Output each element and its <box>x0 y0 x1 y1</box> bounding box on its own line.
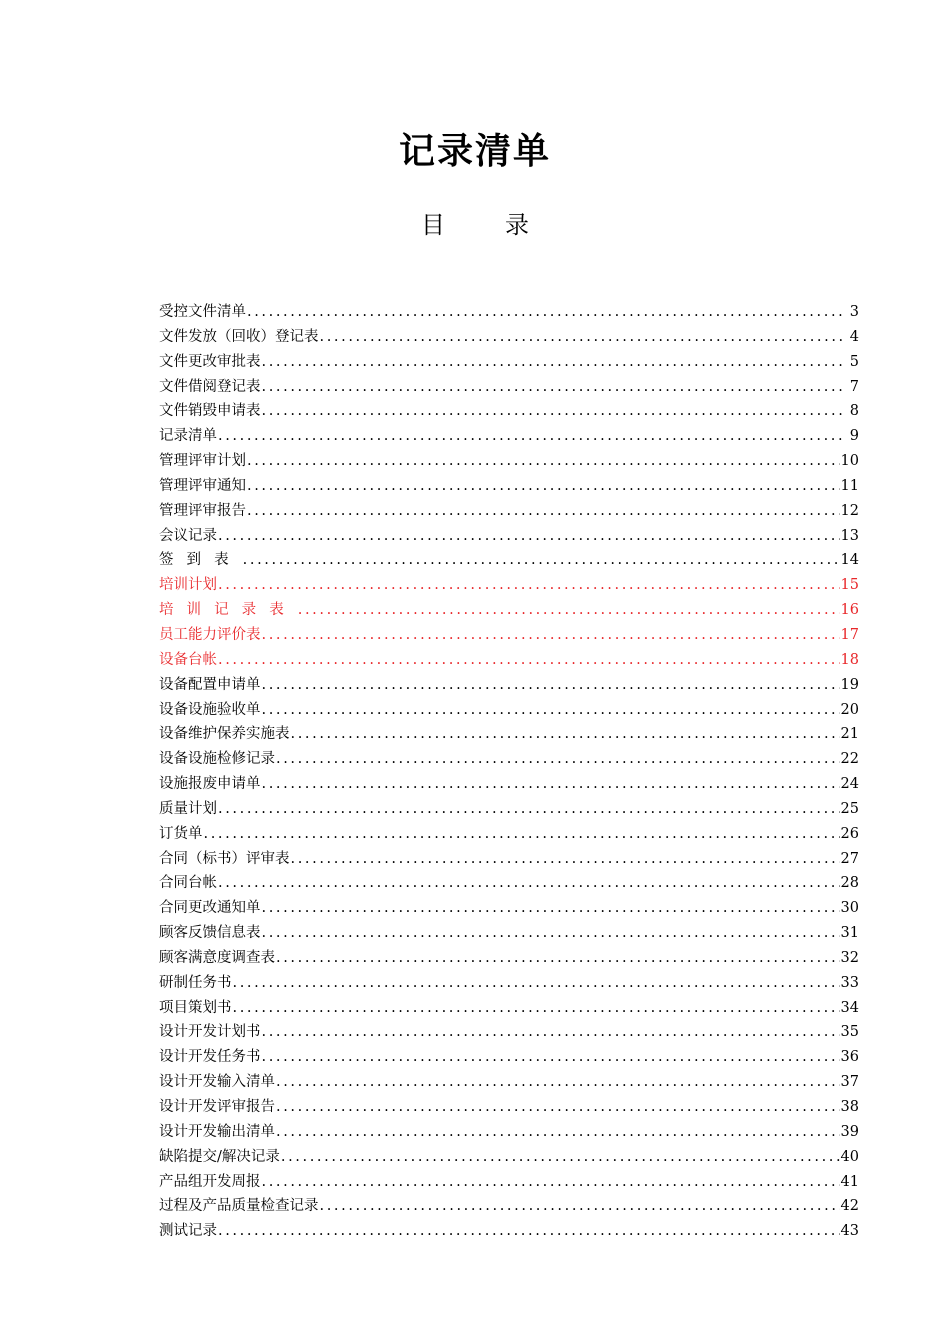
toc-entry-label: 文件销毁申请表 <box>159 403 261 420</box>
toc-entry-label: 设备配置申请单 <box>159 676 261 693</box>
toc-entry-page-number: 10 <box>840 453 859 470</box>
toc-entry-label: 设备台帐 <box>159 651 217 668</box>
toc-entry[interactable] <box>159 1219 859 1244</box>
toc-entry[interactable] <box>159 350 859 375</box>
toc-entry[interactable] <box>159 722 859 747</box>
toc-entry[interactable] <box>159 1120 859 1145</box>
toc-entry-label: 文件发放（回收）登记表 <box>159 328 319 345</box>
toc-entry[interactable] <box>159 797 859 822</box>
table-of-contents <box>159 300 859 1244</box>
toc-entry-page-number: 28 <box>840 875 859 892</box>
toc-entry-page-number: 5 <box>849 353 859 370</box>
toc-entry[interactable] <box>159 847 859 872</box>
toc-entry-label: 顾客满意度调查表 <box>159 949 275 966</box>
toc-entry[interactable] <box>159 1020 859 1045</box>
toc-dot-leader <box>247 449 840 474</box>
toc-entry-label: 项目策划书 <box>159 999 232 1016</box>
toc-dot-leader <box>218 648 840 673</box>
toc-dot-leader <box>291 847 840 872</box>
toc-entry-page-number: 13 <box>840 527 859 544</box>
toc-entry-label: 管理评审报告 <box>159 502 246 519</box>
toc-entry[interactable] <box>159 871 859 896</box>
toc-entry-page-number: 17 <box>840 626 859 643</box>
toc-dot-leader <box>218 797 840 822</box>
toc-dot-leader <box>218 424 842 449</box>
toc-entry-page-number: 27 <box>840 850 859 867</box>
toc-dot-leader <box>262 921 840 946</box>
toc-dot-leader <box>247 474 840 499</box>
toc-entry-label: 设备设施检修记录 <box>159 751 275 768</box>
document-title: 记录清单 <box>398 131 551 173</box>
toc-entry-label: 设计开发计划书 <box>159 1024 261 1041</box>
toc-entry[interactable] <box>159 1170 859 1195</box>
toc-entry-page-number: 21 <box>840 726 859 743</box>
toc-entry-page-number: 18 <box>840 651 859 668</box>
toc-dot-leader <box>320 325 843 350</box>
toc-heading <box>0 208 950 242</box>
toc-entry-label: 合同更改通知单 <box>159 900 261 917</box>
toc-entry[interactable] <box>159 772 859 797</box>
toc-entry[interactable] <box>159 822 859 847</box>
toc-entry-label: 管理评审计划 <box>159 453 246 470</box>
toc-dot-leader <box>298 598 840 623</box>
toc-entry-page-number: 7 <box>849 378 859 395</box>
toc-entry-label: 合同（标书）评审表 <box>159 850 290 867</box>
toc-dot-leader <box>218 1219 840 1244</box>
toc-entry-label: 缺陷提交/解决记录 <box>159 1148 280 1165</box>
toc-entry-page-number: 8 <box>849 403 859 420</box>
toc-entry[interactable] <box>159 573 859 598</box>
toc-dot-leader <box>262 1020 840 1045</box>
toc-entry[interactable] <box>159 375 859 400</box>
toc-entry[interactable] <box>159 921 859 946</box>
toc-entry-page-number: 11 <box>840 477 859 494</box>
toc-entry-page-number: 33 <box>840 974 859 991</box>
toc-entry-page-number: 32 <box>840 949 859 966</box>
toc-entry[interactable] <box>159 449 859 474</box>
toc-entry-label: 文件更改审批表 <box>159 353 261 370</box>
toc-dot-leader <box>262 623 840 648</box>
toc-entry[interactable] <box>159 548 859 573</box>
toc-entry-label: 订货单 <box>159 825 203 842</box>
toc-dot-leader <box>233 996 840 1021</box>
toc-entry-page-number: 14 <box>840 552 859 569</box>
toc-entry-label: 设计开发任务书 <box>159 1049 261 1066</box>
toc-entry[interactable] <box>159 1070 859 1095</box>
toc-entry[interactable] <box>159 499 859 524</box>
toc-entry[interactable] <box>159 623 859 648</box>
toc-dot-leader <box>276 1070 840 1095</box>
toc-dot-leader <box>262 698 840 723</box>
toc-entry[interactable] <box>159 1145 859 1170</box>
toc-dot-leader <box>262 896 840 921</box>
toc-dot-leader <box>262 673 840 698</box>
toc-entry-page-number: 20 <box>840 701 859 718</box>
toc-entry-page-number: 25 <box>840 800 859 817</box>
toc-entry-page-number: 39 <box>840 1123 859 1140</box>
toc-entry[interactable] <box>159 996 859 1021</box>
toc-dot-leader <box>218 573 840 598</box>
toc-entry-page-number: 37 <box>840 1074 859 1091</box>
toc-entry-label: 设备维护保养实施表 <box>159 726 290 743</box>
toc-entry-page-number: 3 <box>849 304 859 320</box>
toc-dot-leader <box>218 871 840 896</box>
toc-entry[interactable] <box>159 648 859 673</box>
toc-entry[interactable] <box>159 747 859 772</box>
toc-entry-page-number: 40 <box>840 1148 859 1165</box>
toc-entry-label: 顾客反馈信息表 <box>159 925 261 942</box>
toc-entry-page-number: 34 <box>840 999 859 1016</box>
toc-entry[interactable] <box>159 424 859 449</box>
toc-entry-page-number: 41 <box>840 1173 859 1190</box>
toc-dot-leader <box>204 822 840 847</box>
toc-dot-leader <box>276 1120 840 1145</box>
toc-entry-label: 质量计划 <box>159 800 217 817</box>
toc-dot-leader <box>262 375 843 400</box>
toc-dot-leader <box>233 971 840 996</box>
toc-entry-label: 研制任务书 <box>159 974 232 991</box>
toc-entry-page-number: 22 <box>840 751 859 768</box>
toc-dot-leader <box>218 524 840 549</box>
toc-dot-leader <box>262 1045 840 1070</box>
toc-entry-label: 测试记录 <box>159 1223 217 1240</box>
toc-dot-leader <box>247 300 842 325</box>
toc-entry-page-number: 36 <box>840 1049 859 1066</box>
toc-entry-label: 产品组开发周报 <box>159 1173 261 1190</box>
toc-dot-leader <box>262 399 843 424</box>
toc-entry-label: 设备设施验收单 <box>159 701 261 718</box>
toc-heading-char-2: 录 <box>505 211 529 239</box>
toc-entry[interactable] <box>159 946 859 971</box>
toc-dot-leader <box>320 1194 840 1219</box>
toc-dot-leader <box>276 747 840 772</box>
toc-entry-label: 设计开发评审报告 <box>159 1099 275 1115</box>
toc-entry-label: 设计开发输出清单 <box>159 1123 275 1140</box>
toc-dot-leader <box>291 722 840 747</box>
toc-entry[interactable] <box>159 896 859 921</box>
toc-entry-page-number: 35 <box>840 1024 859 1041</box>
toc-entry[interactable] <box>159 474 859 499</box>
toc-dot-leader <box>262 350 843 375</box>
toc-entry[interactable] <box>159 971 859 996</box>
toc-entry[interactable] <box>159 598 859 623</box>
toc-entry-label: 员工能力评价表 <box>159 626 261 643</box>
toc-entry[interactable] <box>159 1095 859 1120</box>
toc-entry-page-number: 42 <box>840 1198 859 1215</box>
toc-entry-label: 会议记录 <box>159 527 217 544</box>
toc-dot-leader <box>247 499 840 524</box>
toc-entry-label: 受控文件清单 <box>159 304 246 320</box>
toc-entry-page-number: 4 <box>849 328 859 345</box>
toc-dot-leader <box>243 548 840 573</box>
toc-entry-page-number: 30 <box>840 900 859 917</box>
toc-entry[interactable] <box>159 399 859 424</box>
toc-entry-label: 记录清单 <box>159 428 217 445</box>
toc-entry-page-number: 9 <box>849 428 859 445</box>
toc-entry-page-number: 15 <box>840 577 859 594</box>
toc-entry[interactable] <box>159 325 859 350</box>
toc-entry-page-number: 38 <box>840 1099 859 1115</box>
toc-dot-leader <box>262 772 840 797</box>
toc-dot-leader <box>276 1095 840 1120</box>
toc-entry[interactable] <box>159 673 859 698</box>
toc-entry[interactable] <box>159 1045 859 1070</box>
toc-entry-label: 设施报废申请单 <box>159 776 261 793</box>
toc-entry-page-number: 26 <box>840 825 859 842</box>
toc-entry-label: 合同台帐 <box>159 875 217 892</box>
toc-entry-label: 设计开发输入清单 <box>159 1074 275 1091</box>
toc-entry[interactable] <box>159 1194 859 1219</box>
toc-entry-page-number: 19 <box>840 676 859 693</box>
toc-entry-page-number: 16 <box>840 602 859 619</box>
toc-dot-leader <box>276 946 840 971</box>
toc-entry-label: 过程及产品质量检查记录 <box>159 1198 319 1215</box>
toc-entry-label: 培训计划 <box>159 577 217 594</box>
toc-entry-label: 管理评审通知 <box>159 477 246 494</box>
toc-entry[interactable] <box>159 300 859 325</box>
toc-entry-page-number: 31 <box>840 925 859 942</box>
toc-entry-label: 文件借阅登记表 <box>159 378 261 395</box>
toc-dot-leader <box>281 1145 840 1170</box>
toc-entry[interactable] <box>159 524 859 549</box>
toc-heading-char-1: 目 <box>421 211 445 239</box>
toc-dot-leader <box>262 1170 840 1195</box>
toc-entry-page-number: 24 <box>840 776 859 793</box>
toc-entry-label: 培训记录表 <box>159 602 297 619</box>
toc-entry-label: 签到表 <box>159 552 242 569</box>
toc-entry[interactable] <box>159 698 859 723</box>
toc-entry-page-number: 43 <box>840 1223 859 1240</box>
toc-entry-page-number: 12 <box>840 502 859 519</box>
